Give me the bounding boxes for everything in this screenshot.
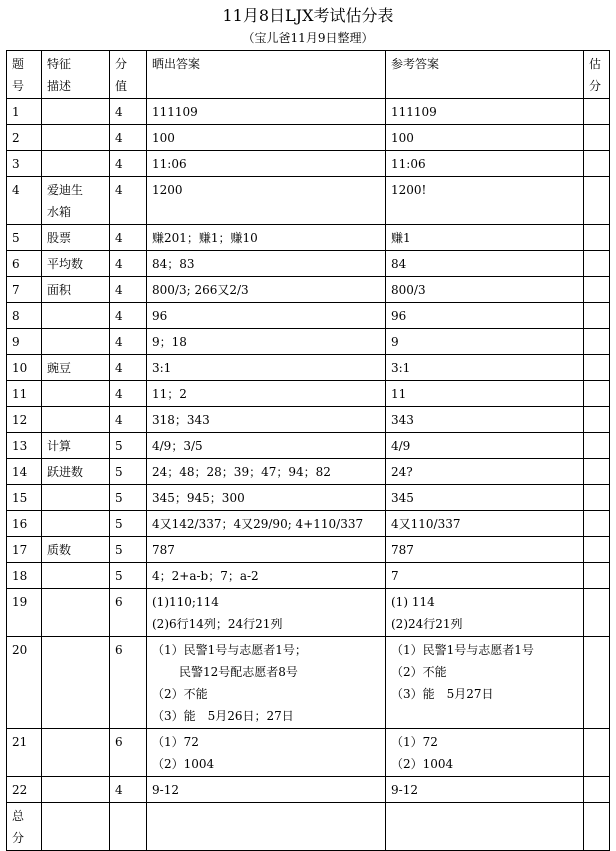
feature-cell [42, 151, 110, 177]
estimated-score-cell [584, 355, 610, 381]
total-submitted-cell [147, 803, 386, 851]
points-cell: 5 [110, 433, 147, 459]
reference-answer-cell: 7 [386, 563, 584, 589]
table-row [7, 381, 610, 407]
submitted-answer-cell: 787 [147, 537, 386, 563]
submitted-answer-cell: 96 [147, 303, 386, 329]
feature-cell [42, 637, 110, 729]
estimated-score-cell [584, 729, 610, 777]
submitted-answer-cell: 84；83 [147, 251, 386, 277]
feature-cell [42, 99, 110, 125]
question-number-cell: 22 [7, 777, 42, 803]
table-row [7, 485, 610, 511]
reference-answer-cell: 3:1 [386, 355, 584, 381]
estimated-score-cell [584, 637, 610, 729]
points-cell: 6 [110, 589, 147, 637]
estimated-score-cell [584, 537, 610, 563]
submitted-answer-cell: 11:06 [147, 151, 386, 177]
submitted-answer-cell: 111109 [147, 99, 386, 125]
reference-answer-cell: 4/9 [386, 433, 584, 459]
table-row [7, 355, 610, 381]
submitted-answer-cell: 24；48；28；39；47；94；82 [147, 459, 386, 485]
submitted-answer-cell: 4/9；3/5 [147, 433, 386, 459]
question-number-cell: 3 [7, 151, 42, 177]
submitted-answer-cell: 9；18 [147, 329, 386, 355]
estimated-score-cell [584, 329, 610, 355]
question-number-cell: 17 [7, 537, 42, 563]
points-cell: 4 [110, 381, 147, 407]
feature-cell [42, 407, 110, 433]
reference-answer-cell: 343 [386, 407, 584, 433]
submitted-answer-cell: （1）民警1号与志愿者1号； 民警12号配志愿者8号 （2）不能 （3）能 5月26日；27日 [147, 637, 386, 729]
question-number-cell: 21 [7, 729, 42, 777]
submitted-answer-cell: 345；945；300 [147, 485, 386, 511]
page-title: 11月8日LJX考试估分表 [222, 6, 394, 25]
feature-cell [42, 303, 110, 329]
points-cell: 4 [110, 407, 147, 433]
header-reference-answer: 参考答案 [386, 51, 584, 99]
question-number-cell: 6 [7, 251, 42, 277]
header-points: 分 值 [110, 51, 147, 99]
points-cell: 4 [110, 777, 147, 803]
total-points-cell [110, 803, 147, 851]
feature-cell: 爱迪生 水箱 [42, 177, 110, 225]
estimated-score-cell [584, 589, 610, 637]
question-number-cell: 1 [7, 99, 42, 125]
submitted-answer-cell: 11；2 [147, 381, 386, 407]
estimated-score-cell [584, 433, 610, 459]
reference-answer-cell: 345 [386, 485, 584, 511]
estimated-score-cell [584, 485, 610, 511]
points-cell: 6 [110, 637, 147, 729]
page-subtitle: （宝儿爸11月9日整理） [242, 31, 374, 45]
header-question-number: 题 号 [7, 51, 42, 99]
table-row [7, 433, 610, 459]
feature-cell: 平均数 [42, 251, 110, 277]
submitted-answer-cell: 318；343 [147, 407, 386, 433]
reference-answer-cell: 800/3 [386, 277, 584, 303]
table-row [7, 459, 610, 485]
feature-cell: 跃进数 [42, 459, 110, 485]
table-row [7, 563, 610, 589]
question-number-cell: 13 [7, 433, 42, 459]
feature-cell [42, 485, 110, 511]
table-row [7, 589, 610, 637]
points-cell: 4 [110, 125, 147, 151]
estimated-score-cell [584, 251, 610, 277]
question-number-cell: 16 [7, 511, 42, 537]
question-number-cell: 8 [7, 303, 42, 329]
reference-answer-cell: （1）民警1号与志愿者1号 （2）不能 （3）能 5月27日 [386, 637, 584, 729]
reference-answer-cell: 96 [386, 303, 584, 329]
estimated-score-cell [584, 151, 610, 177]
question-number-cell: 18 [7, 563, 42, 589]
feature-cell: 计算 [42, 433, 110, 459]
estimated-score-cell [584, 125, 610, 151]
total-feature-cell [42, 803, 110, 851]
submitted-answer-cell: 100 [147, 125, 386, 151]
points-cell: 4 [110, 303, 147, 329]
feature-cell [42, 381, 110, 407]
reference-answer-cell: 4又110/337 [386, 511, 584, 537]
points-cell: 5 [110, 511, 147, 537]
reference-answer-cell: 84 [386, 251, 584, 277]
table-row [7, 277, 610, 303]
table-row [7, 303, 610, 329]
question-number-cell: 11 [7, 381, 42, 407]
submitted-answer-cell: 4；2+a-b；7；a-2 [147, 563, 386, 589]
estimated-score-cell [584, 777, 610, 803]
estimated-score-cell [584, 225, 610, 251]
header-estimated-score: 估 分 [584, 51, 610, 99]
question-number-cell: 20 [7, 637, 42, 729]
feature-cell [42, 125, 110, 151]
estimated-score-cell [584, 563, 610, 589]
points-cell: 5 [110, 563, 147, 589]
question-number-cell: 14 [7, 459, 42, 485]
question-number-cell: 15 [7, 485, 42, 511]
reference-answer-cell: 11:06 [386, 151, 584, 177]
estimated-score-cell [584, 407, 610, 433]
header-submitted-answer: 晒出答案 [147, 51, 386, 99]
points-cell: 4 [110, 177, 147, 225]
reference-answer-cell: 100 [386, 125, 584, 151]
table-row [7, 537, 610, 563]
points-cell: 4 [110, 277, 147, 303]
estimated-score-cell [584, 277, 610, 303]
reference-answer-cell: (1) 114 (2)24行21列 [386, 589, 584, 637]
points-cell: 5 [110, 485, 147, 511]
question-number-cell: 5 [7, 225, 42, 251]
reference-answer-cell: 赚1 [386, 225, 584, 251]
points-cell: 5 [110, 459, 147, 485]
header-row [7, 51, 610, 99]
total-reference-cell [386, 803, 584, 851]
reference-answer-cell: 9 [386, 329, 584, 355]
question-number-cell: 10 [7, 355, 42, 381]
table-row [7, 329, 610, 355]
feature-cell [42, 329, 110, 355]
points-cell: 4 [110, 99, 147, 125]
total-estimate-cell [584, 803, 610, 851]
table-row [7, 777, 610, 803]
total-row [7, 803, 610, 851]
table-row [7, 407, 610, 433]
question-number-cell: 12 [7, 407, 42, 433]
table-row [7, 125, 610, 151]
feature-cell: 质数 [42, 537, 110, 563]
feature-cell [42, 563, 110, 589]
points-cell: 6 [110, 729, 147, 777]
table-row [7, 637, 610, 729]
submitted-answer-cell: 1200 [147, 177, 386, 225]
question-number-cell: 19 [7, 589, 42, 637]
submitted-answer-cell: (1)110;114 (2)6行14列；24行21列 [147, 589, 386, 637]
estimated-score-cell [584, 177, 610, 225]
table-row [7, 225, 610, 251]
estimated-score-cell [584, 511, 610, 537]
reference-answer-cell: 111109 [386, 99, 584, 125]
table-row [7, 729, 610, 777]
reference-answer-cell: 1200! [386, 177, 584, 225]
reference-answer-cell: 11 [386, 381, 584, 407]
table-row [7, 177, 610, 225]
submitted-answer-cell: 赚201；赚1；赚10 [147, 225, 386, 251]
feature-cell: 面积 [42, 277, 110, 303]
question-number-cell: 7 [7, 277, 42, 303]
submitted-answer-cell: 9-12 [147, 777, 386, 803]
question-number-cell: 4 [7, 177, 42, 225]
question-number-cell: 2 [7, 125, 42, 151]
reference-answer-cell: 787 [386, 537, 584, 563]
points-cell: 4 [110, 151, 147, 177]
estimated-score-cell [584, 99, 610, 125]
score-table [6, 50, 610, 851]
estimated-score-cell [584, 459, 610, 485]
feature-cell: 豌豆 [42, 355, 110, 381]
reference-answer-cell: 9-12 [386, 777, 584, 803]
reference-answer-cell: （1）72 （2）1004 [386, 729, 584, 777]
points-cell: 4 [110, 355, 147, 381]
reference-answer-cell: 24? [386, 459, 584, 485]
table-row [7, 511, 610, 537]
feature-cell [42, 511, 110, 537]
feature-cell [42, 729, 110, 777]
points-cell: 4 [110, 329, 147, 355]
question-number-cell: 9 [7, 329, 42, 355]
points-cell: 4 [110, 225, 147, 251]
submitted-answer-cell: 3:1 [147, 355, 386, 381]
submitted-answer-cell: 800/3; 266又2/3 [147, 277, 386, 303]
estimated-score-cell [584, 381, 610, 407]
feature-cell: 股票 [42, 225, 110, 251]
submitted-answer-cell: 4又142/337；4又29/90; 4+110/337 [147, 511, 386, 537]
table-row [7, 99, 610, 125]
feature-cell [42, 777, 110, 803]
submitted-answer-cell: （1）72 （2）1004 [147, 729, 386, 777]
points-cell: 5 [110, 537, 147, 563]
points-cell: 4 [110, 251, 147, 277]
total-label: 总 分 [7, 803, 42, 851]
table-row [7, 151, 610, 177]
feature-cell [42, 589, 110, 637]
header-feature: 特征 描述 [42, 51, 110, 99]
score-table-body [7, 99, 610, 803]
estimated-score-cell [584, 303, 610, 329]
table-row [7, 251, 610, 277]
